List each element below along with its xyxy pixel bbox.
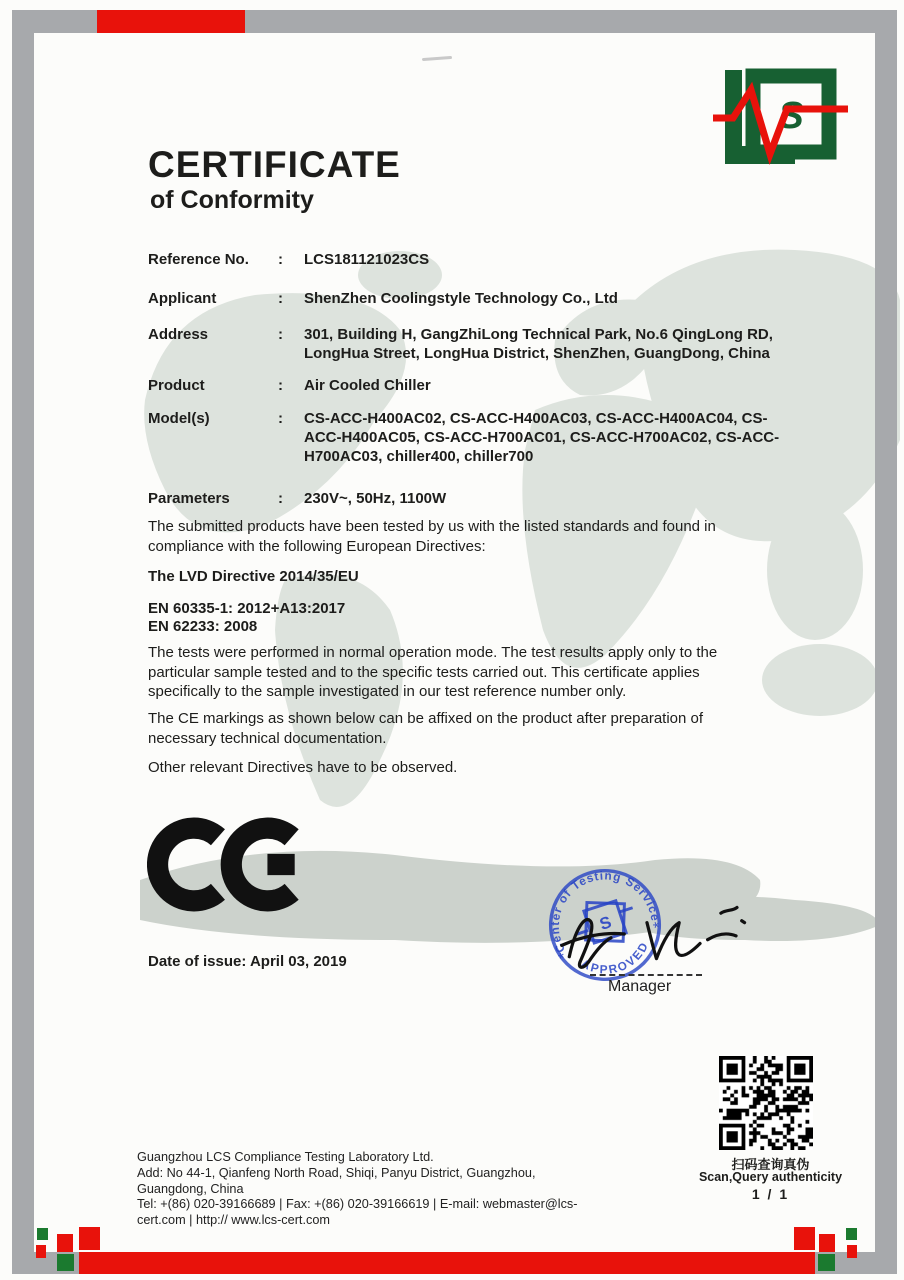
frame-right-bar bbox=[875, 10, 897, 1274]
frame-left-bar bbox=[12, 10, 34, 1274]
lcs-logo bbox=[713, 62, 848, 172]
field-label: Parameters bbox=[148, 490, 230, 507]
field-colon: : bbox=[278, 251, 283, 268]
footer-contacts: Tel: +(86) 020-39166689 | Fax: +(86) 020-39166619 | E-mail: webmaster@lcs-cert.com | http:// www.lcs-cert.com bbox=[137, 1197, 578, 1228]
stamp-left-asterisk: * bbox=[556, 950, 568, 969]
field-value: CS-ACC-H400AC02, CS-ACC-H400AC03, CS-ACC-H400AC04, CS-ACC-H400AC05, CS-ACC-H700AC01, CS-ACC-H700AC02, CS-ACC-H700AC03, chiller400, chiller700 bbox=[304, 410, 780, 465]
qr-caption-en: Scan,Query authenticity bbox=[698, 1170, 843, 1184]
deco-square bbox=[847, 1245, 857, 1258]
field-row-product bbox=[148, 376, 796, 395]
deco-square bbox=[819, 1234, 835, 1252]
field-value: ShenZhen Coolingstyle Technology Co., Ltd bbox=[304, 290, 618, 307]
field-colon: : bbox=[278, 490, 283, 507]
map-oceania bbox=[762, 644, 878, 716]
deco-square bbox=[37, 1228, 48, 1240]
frame-top-red-segment bbox=[97, 10, 245, 33]
tests-paragraph: The tests were performed in normal operation mode. The test results apply only to the particular sample tested and to the specific tests carried out. This certificate applies specifically to the sample investigated in our test reference number only. bbox=[148, 644, 718, 700]
deco-square bbox=[79, 1227, 100, 1250]
stamp-top-text: Center of Testing Service bbox=[547, 868, 663, 955]
scan-artifact bbox=[422, 56, 452, 61]
directive-heading: The LVD Directive 2014/35/EU bbox=[148, 568, 359, 585]
field-value: Air Cooled Chiller bbox=[304, 377, 431, 394]
frame-bottom-red-bar bbox=[79, 1252, 815, 1274]
stamp-right-asterisk: * bbox=[651, 919, 663, 938]
deco-square bbox=[794, 1227, 815, 1250]
deco-square bbox=[57, 1254, 74, 1271]
ce-note-paragraph: The CE markings as shown below can be affixed on the product after preparation of necessary technical documentation. bbox=[148, 710, 704, 747]
deco-square bbox=[36, 1245, 46, 1258]
field-label: Product bbox=[148, 377, 205, 394]
field-label: Reference No. bbox=[148, 251, 249, 268]
qr-caption-zh: 扫码查询真伪 bbox=[731, 1157, 810, 1172]
field-value: 301, Building H, GangZhiLong Technical Park, No.6 QingLong RD, LongHua Street, LongHua District, ShenZhen, GuangDong, China bbox=[304, 326, 773, 362]
field-label: Applicant bbox=[148, 290, 217, 307]
field-row-reference bbox=[148, 250, 796, 269]
field-colon: : bbox=[278, 290, 283, 307]
page-number: 1 / 1 bbox=[751, 1186, 790, 1202]
issue-date: Date of issue: April 03, 2019 bbox=[148, 953, 347, 970]
ce-letter-e bbox=[231, 828, 294, 901]
field-colon: : bbox=[278, 377, 283, 394]
stamp-bottom-text: APPROVED bbox=[579, 938, 652, 977]
deco-square bbox=[846, 1228, 857, 1240]
footer-block bbox=[137, 1150, 607, 1229]
field-label: Address bbox=[148, 326, 209, 343]
field-row-models bbox=[148, 409, 796, 466]
ce-mark bbox=[147, 813, 299, 916]
intro-paragraph: The submitted products have been tested by us with the listed standards and found in compliance with the following European Directives: bbox=[148, 518, 716, 555]
field-label: Model(s) bbox=[148, 410, 210, 427]
certificate-title: CERTIFICATE bbox=[148, 144, 401, 185]
footer-company: Guangzhou LCS Compliance Testing Laboratory Ltd. bbox=[137, 1150, 434, 1164]
field-row-applicant bbox=[148, 289, 796, 308]
footer-address: Add: No 44-1, Qianfeng North Road, Shiqi, Panyu District, Guangzhou, Guangdong, China bbox=[137, 1165, 536, 1196]
other-directives-note: Other relevant Directives have to be observed. bbox=[148, 759, 458, 776]
manager-label: Manager bbox=[608, 978, 672, 995]
deco-square bbox=[818, 1254, 835, 1271]
field-colon: : bbox=[278, 410, 283, 427]
logo-monogram: S bbox=[778, 95, 804, 137]
field-row-parameters bbox=[148, 489, 796, 508]
ce-letter-c bbox=[158, 828, 218, 901]
standard-line: EN 62233: 2008 bbox=[148, 618, 258, 635]
stamp-monogram: S bbox=[597, 912, 614, 934]
field-colon: : bbox=[278, 326, 283, 343]
field-value: LCS181121023CS bbox=[304, 251, 430, 268]
field-row-address bbox=[148, 325, 796, 363]
certificate-subtitle: of Conformity bbox=[150, 186, 314, 214]
standard-line: EN 60335-1: 2012+A13:2017 bbox=[148, 600, 346, 617]
field-value: 230V~, 50Hz, 1100W bbox=[304, 490, 447, 507]
map-south-asia bbox=[767, 500, 863, 640]
manager-divider bbox=[590, 974, 702, 976]
deco-square bbox=[57, 1234, 73, 1252]
qr-code bbox=[719, 1056, 813, 1150]
